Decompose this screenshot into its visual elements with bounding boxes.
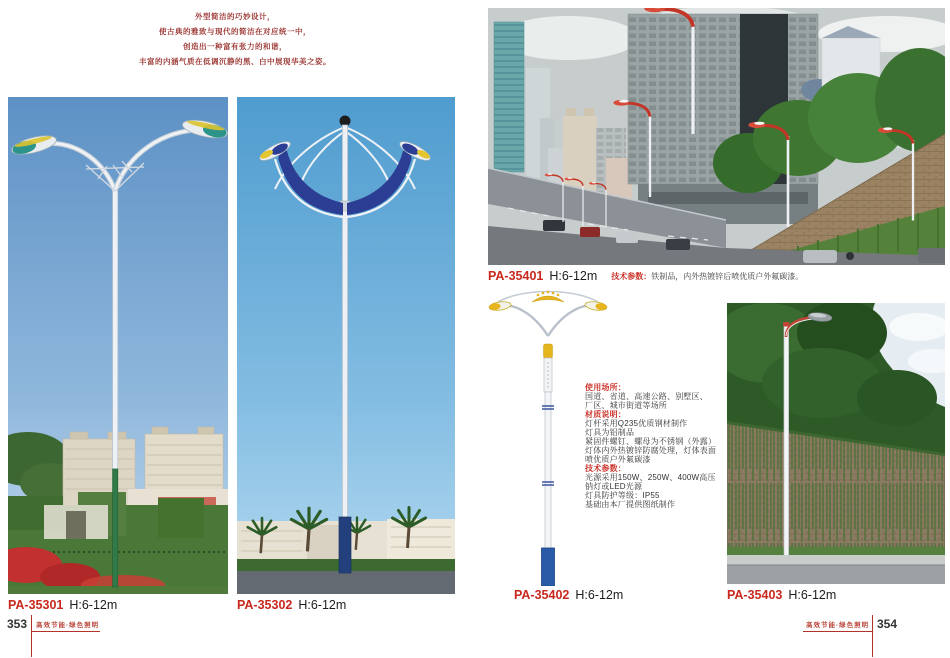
product-id: PA-35301 [8,598,64,612]
product-height: H:6-12m [69,598,118,612]
product-id: PA-35402 [514,588,570,602]
page-number-right: 354 [877,617,898,631]
spec-material-line: 灯具为铝制品 [585,428,635,437]
spec-material-line: 灯杆采用Q235优质钢材制作 [585,419,688,428]
spec-material-line: 喷优质户外氟碳漆 [585,455,651,464]
intro-line-1: 外型简洁的巧妙设计， [195,12,275,21]
intro-line-3: 创造出一种富有张力的和谐， [183,42,287,51]
product-height: H:6-12m [788,588,837,602]
lamp-green-wall-scene [727,303,945,584]
application-photo-pa35401 [488,8,945,265]
spec-material-line: 灯体内外热镀锌防腐处理，灯体表面 [585,446,717,455]
spec-material-line: 紧固件螺钉、螺母为不锈钢（外露） [585,437,717,446]
product-id: PA-35401 [488,269,544,283]
footer-slogan-left: 高效节能·绿色照明 [36,622,100,629]
spec-material-label: 材质说明： [585,410,626,419]
streetlamp-swan-arm-illustration [237,97,455,594]
spec-tech-line: 钠灯或LED光源 [585,482,643,491]
product-height: H:6-12m [298,598,347,612]
product-photo-pa35302 [237,97,455,594]
spec-usage-line: 厂区、城市街道等场所 [585,401,667,410]
application-photo-pa35403 [727,303,945,584]
lamp-head-right [585,301,608,312]
spec-tech-line: 基础由本厂提供图纸制作 [585,500,676,509]
footer-underline-left [31,631,100,632]
product-height: H:6-12m [575,588,624,602]
intro-line-2: 使古典的雅致与现代的简洁在对应统一中， [159,27,311,36]
product-note [611,272,803,281]
footer-divider-right [872,615,873,657]
spec-usage-label: 使用场所： [585,383,626,392]
spec-usage-line: 国道、省道、高速公路、别墅区、 [585,392,708,401]
caption-pa35302 [237,598,346,612]
spec-text-block [585,383,745,509]
product-id: PA-35403 [727,588,783,602]
lamp-head-left [489,301,512,312]
note-text: 铁制品，内外热镀锌后喷优质户外氟碳漆。 [651,272,804,281]
footer-underline-right [803,631,873,632]
note-label: 技术参数： [611,272,652,281]
intro-text [80,9,390,69]
spec-tech-line: 光源采用150W、250W、400W高压 [585,473,716,482]
city-street-scene [488,8,945,265]
spec-tech-line: 灯具防护等级：IP55 [585,491,660,500]
streetlamp-double-arm-illustration [8,97,228,594]
intro-line-4: 丰富的内涵气质在低调沉静的黑、白中展现华美之姿。 [139,57,331,66]
spec-tech-label: 技术参数： [585,464,626,473]
footer-divider-left [31,615,32,657]
caption-pa35403 [727,588,836,602]
product-photo-pa35301 [8,97,228,594]
product-id: PA-35302 [237,598,293,612]
caption-pa35301 [8,598,117,612]
page-number-left: 353 [7,617,28,631]
product-height: H:6-12m [549,269,598,283]
caption-pa35402 [514,588,623,602]
footer-slogan-right: 高效节能·绿色照明 [806,622,870,629]
caption-pa35401 [488,269,803,283]
